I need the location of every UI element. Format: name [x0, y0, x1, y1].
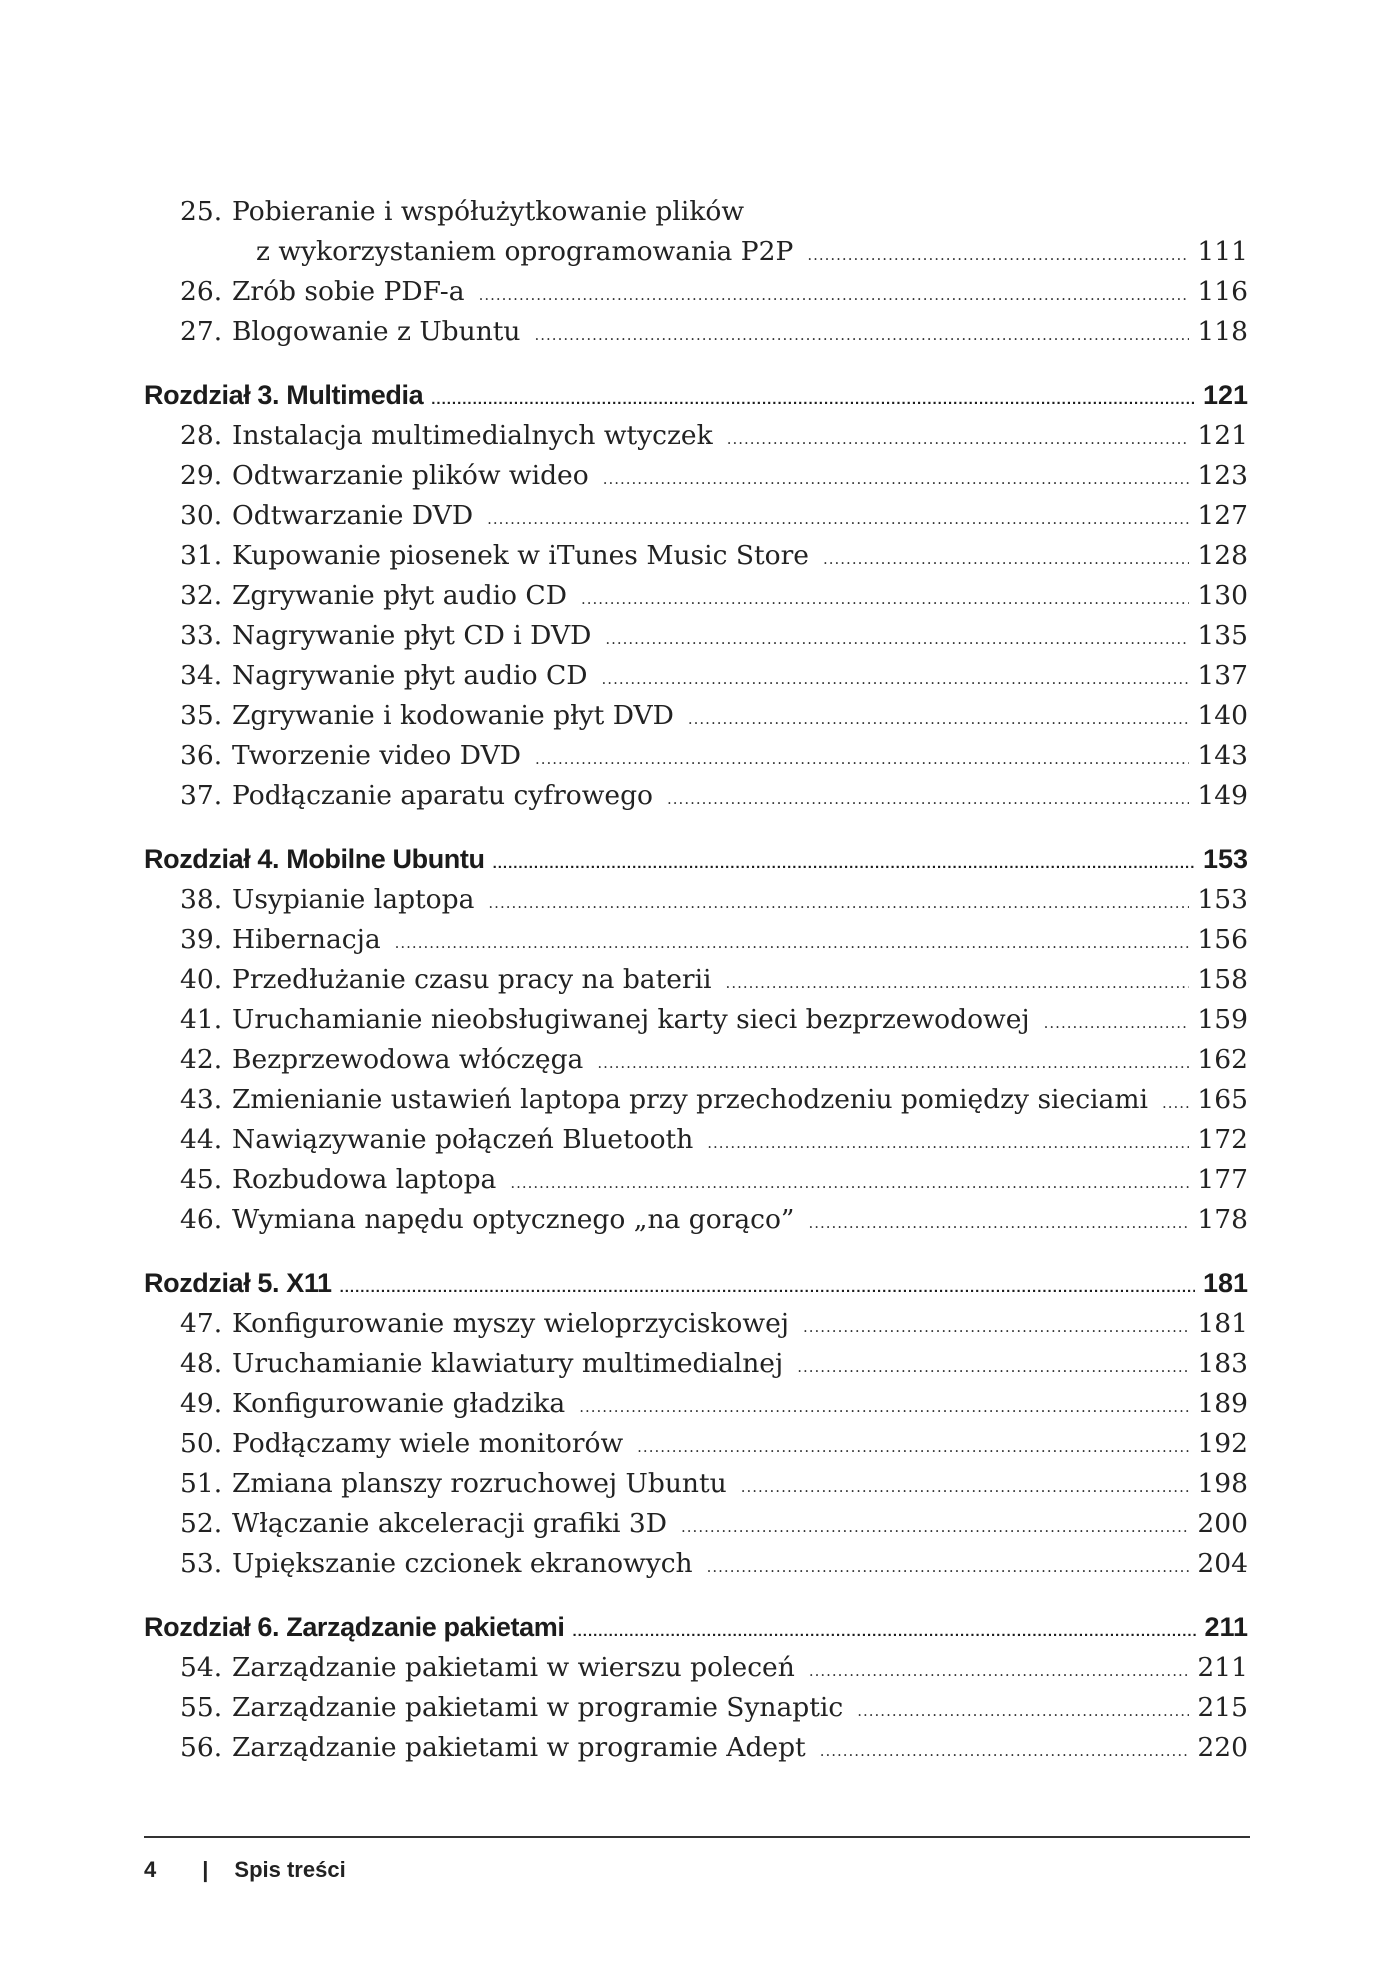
entry-title: Nagrywanie płyt audio CD [232, 660, 588, 691]
entry-title-line2: z wykorzystaniem oprogramowania P2P [256, 236, 794, 267]
toc-entry [144, 460, 1248, 500]
entry-number: 34. [180, 660, 223, 691]
entry-number: 35. [180, 700, 223, 731]
chapter-title: Rozdział 6. Zarządzanie pakietami [144, 1612, 565, 1642]
entry-number: 46. [180, 1204, 223, 1235]
toc-entry [144, 924, 1248, 964]
toc-entry [144, 1348, 1248, 1388]
entry-page: 153 [1197, 884, 1248, 915]
dot-leader [808, 1214, 1189, 1232]
entry-title: Przedłużanie czasu pracy na baterii [232, 964, 712, 995]
dot-leader [535, 750, 1189, 768]
dot-leader [803, 1318, 1189, 1336]
chapter-heading-5 [144, 1268, 1248, 1308]
entry-number: 36. [180, 740, 223, 771]
dot-leader [572, 1623, 1196, 1640]
entry-title: Zgrywanie płyt audio CD [232, 580, 567, 611]
entry-title: Uruchamianie nieobsługiwanej karty sieci bezprzewodowej [232, 1004, 1030, 1035]
chapter-page: 181 [1202, 1268, 1248, 1298]
dot-leader [597, 1054, 1189, 1072]
entry-page: 178 [1197, 1204, 1248, 1235]
dot-leader [602, 670, 1190, 688]
entry-page: 143 [1197, 740, 1248, 771]
entry-page: 137 [1197, 660, 1248, 691]
entry-number: 43. [180, 1084, 223, 1115]
entry-number: 26. [180, 276, 223, 307]
dot-leader [727, 430, 1190, 448]
footer-divider [144, 1836, 1250, 1838]
dot-leader [581, 590, 1189, 608]
entry-title: Zarządzanie pakietami w programie Synaptic [232, 1692, 844, 1723]
entry-number: 29. [180, 460, 223, 491]
chapter-page: 121 [1202, 380, 1248, 410]
dot-leader [688, 710, 1190, 728]
entry-number: 39. [180, 924, 223, 955]
entry-number: 28. [180, 420, 223, 451]
dot-leader [809, 1662, 1190, 1680]
entry-number: 42. [180, 1044, 223, 1075]
dot-leader [707, 1134, 1189, 1152]
entry-title: Podłączamy wiele monitorów [232, 1428, 624, 1459]
entry-number: 40. [180, 964, 223, 995]
dot-leader [603, 470, 1190, 488]
dot-leader [681, 1518, 1189, 1536]
entry-number: 31. [180, 540, 223, 571]
dot-leader [487, 510, 1189, 528]
toc-entry [144, 1164, 1248, 1204]
dot-leader [807, 246, 1189, 264]
entry-title: Podłączanie aparatu cyfrowego [232, 780, 654, 811]
toc-entry [144, 1508, 1248, 1548]
toc-entry [144, 1388, 1248, 1428]
entry-page: 198 [1197, 1468, 1248, 1499]
toc-entry [144, 1004, 1248, 1044]
entry-page: 192 [1197, 1428, 1248, 1459]
entry-number: 49. [180, 1388, 223, 1419]
entry-page: 204 [1197, 1548, 1248, 1579]
entry-title: Upiększanie czcionek ekranowych [232, 1548, 693, 1579]
entry-title: Zarządzanie pakietami w programie Adept [232, 1732, 806, 1763]
dot-leader [340, 1279, 1195, 1296]
chapter-page: 211 [1204, 1612, 1248, 1642]
entry-title: Odtwarzanie plików wideo [232, 460, 589, 491]
entry-page: 200 [1197, 1508, 1248, 1539]
entry-number: 52. [180, 1508, 223, 1539]
entry-title: Nagrywanie płyt CD i DVD [232, 620, 592, 651]
toc-entry [144, 580, 1248, 620]
dot-leader [479, 286, 1190, 304]
toc-entry [144, 420, 1248, 460]
entry-page: 130 [1197, 580, 1248, 611]
entry-title: Konfigurowanie gładzika [232, 1388, 566, 1419]
dot-leader [510, 1174, 1189, 1192]
entry-title: Instalacja multimedialnych wtyczek [232, 420, 713, 451]
entry-page: 159 [1197, 1004, 1248, 1035]
entry-page: 220 [1197, 1732, 1248, 1763]
entry-number: 51. [180, 1468, 223, 1499]
entry-page: 189 [1197, 1388, 1248, 1419]
entry-title: Zmiana planszy rozruchowej Ubuntu [232, 1468, 727, 1499]
entry-page: 183 [1197, 1348, 1248, 1379]
dot-leader [488, 894, 1189, 912]
chapter-title: Rozdział 3. Multimedia [144, 380, 424, 410]
entry-title: Włączanie akceleracji grafiki 3D [232, 1508, 668, 1539]
entry-title: Bezprzewodowa włóczęga [232, 1044, 584, 1075]
entry-number: 45. [180, 1164, 223, 1195]
chapter-heading-3 [144, 380, 1248, 420]
toc-entry [144, 1044, 1248, 1084]
entry-title: Usypianie laptopa [232, 884, 475, 915]
dot-leader [395, 934, 1190, 952]
entry-number: 47. [180, 1308, 223, 1339]
dot-leader [707, 1558, 1190, 1576]
toc-entry [144, 1428, 1248, 1468]
entry-title: Konfigurowanie myszy wieloprzyciskowej [232, 1308, 789, 1339]
entry-page: 127 [1197, 500, 1248, 531]
running-title: Spis treści [234, 1857, 346, 1882]
entry-number: 41. [180, 1004, 223, 1035]
entry-page: 140 [1197, 700, 1248, 731]
entry-title: Kupowanie piosenek w iTunes Music Store [232, 540, 809, 571]
entry-title: Zgrywanie i kodowanie płyt DVD [232, 700, 674, 731]
entry-number: 38. [180, 884, 223, 915]
toc-entry [144, 1732, 1248, 1772]
page-footer [144, 1850, 744, 1890]
dot-leader [493, 855, 1195, 872]
entry-page: 128 [1197, 540, 1248, 571]
entry-number: 56. [180, 1732, 223, 1763]
toc-entry [144, 740, 1248, 780]
entry-number: 32. [180, 580, 223, 611]
toc-entry [144, 1308, 1248, 1348]
toc-entry [144, 1124, 1248, 1164]
entry-page: 158 [1197, 964, 1248, 995]
entry-number: 27. [180, 316, 223, 347]
dot-leader [857, 1702, 1189, 1720]
entry-page: 177 [1197, 1164, 1248, 1195]
toc-entry [144, 660, 1248, 700]
entry-title: Wymiana napędu optycznego „na gorąco” [232, 1204, 795, 1235]
entry-number: 48. [180, 1348, 223, 1379]
dot-leader [605, 630, 1189, 648]
page-number: 4 [144, 1857, 157, 1882]
toc-entry [144, 1652, 1248, 1692]
entry-title: Odtwarzanie DVD [232, 500, 474, 531]
dot-leader [431, 391, 1195, 408]
entry-number: 44. [180, 1124, 223, 1155]
toc-entry-26 [144, 276, 1248, 316]
entry-number: 55. [180, 1692, 223, 1723]
entry-page: 123 [1197, 460, 1248, 491]
entry-title: Zrób sobie PDF-a [232, 276, 465, 307]
dot-leader [726, 974, 1190, 992]
dot-leader [667, 790, 1189, 808]
dot-leader [1162, 1094, 1189, 1112]
entry-number: 30. [180, 500, 223, 531]
toc-entry-25 [144, 196, 1248, 276]
entry-page: 181 [1197, 1308, 1248, 1339]
toc-entry [144, 1084, 1248, 1124]
toc-entry [144, 1204, 1248, 1244]
toc-entry [144, 780, 1248, 820]
chapter-title: Rozdział 5. X11 [144, 1268, 332, 1298]
toc-entry [144, 700, 1248, 740]
entry-page: 121 [1197, 420, 1248, 451]
dot-leader [820, 1742, 1190, 1760]
dot-leader [579, 1398, 1189, 1416]
entry-page: 116 [1197, 276, 1248, 307]
toc-entry [144, 1548, 1248, 1588]
entry-page: 149 [1197, 780, 1248, 811]
toc-entry [144, 884, 1248, 924]
entry-number: 33. [180, 620, 223, 651]
dot-leader [741, 1478, 1190, 1496]
toc-entry-27 [144, 316, 1248, 356]
entry-title: Zarządzanie pakietami w wierszu poleceń [232, 1652, 795, 1683]
toc-entry [144, 620, 1248, 660]
entry-page: 111 [1197, 236, 1248, 267]
dot-leader [1044, 1014, 1190, 1032]
toc-entry [144, 540, 1248, 580]
toc-entry [144, 1692, 1248, 1732]
entry-title: Blogowanie z Ubuntu [232, 316, 521, 347]
chapter-heading-6 [144, 1612, 1248, 1652]
dot-leader [637, 1438, 1189, 1456]
entry-page: 135 [1197, 620, 1248, 651]
entry-page: 156 [1197, 924, 1248, 955]
entry-title: Zmienianie ustawień laptopa przy przechodzeniu pomiędzy sieciami [232, 1084, 1148, 1115]
entry-title: Tworzenie video DVD [232, 740, 521, 771]
toc-entry [144, 964, 1248, 1004]
entry-page: 162 [1197, 1044, 1248, 1075]
chapter-page: 153 [1202, 844, 1248, 874]
entry-page: 215 [1197, 1692, 1248, 1723]
toc-entry [144, 1468, 1248, 1508]
entry-title: Uruchamianie klawiatury multimedialnej [232, 1348, 784, 1379]
entry-number: 54. [180, 1652, 223, 1683]
entry-title: Nawiązywanie połączeń Bluetooth [232, 1124, 694, 1155]
entry-page: 172 [1197, 1124, 1248, 1155]
entry-number: 37. [180, 780, 223, 811]
entry-number: 53. [180, 1548, 223, 1579]
chapter-heading-4 [144, 844, 1248, 884]
entry-title: Hibernacja [232, 924, 381, 955]
table-of-contents [144, 196, 1248, 1772]
entry-title-line1: Pobieranie i współużytkowanie plików [232, 196, 745, 227]
dot-leader [823, 550, 1189, 568]
entry-title: Rozbudowa laptopa [232, 1164, 497, 1195]
entry-page: 118 [1197, 316, 1248, 347]
chapter-title: Rozdział 4. Mobilne Ubuntu [144, 844, 485, 874]
footer-separator: | [202, 1857, 209, 1882]
entry-page: 165 [1197, 1084, 1248, 1115]
dot-leader [797, 1358, 1189, 1376]
toc-entry [144, 500, 1248, 540]
entry-page: 211 [1197, 1652, 1248, 1683]
dot-leader [535, 326, 1190, 344]
entry-number: 50. [180, 1428, 223, 1459]
entry-number: 25. [180, 196, 223, 227]
